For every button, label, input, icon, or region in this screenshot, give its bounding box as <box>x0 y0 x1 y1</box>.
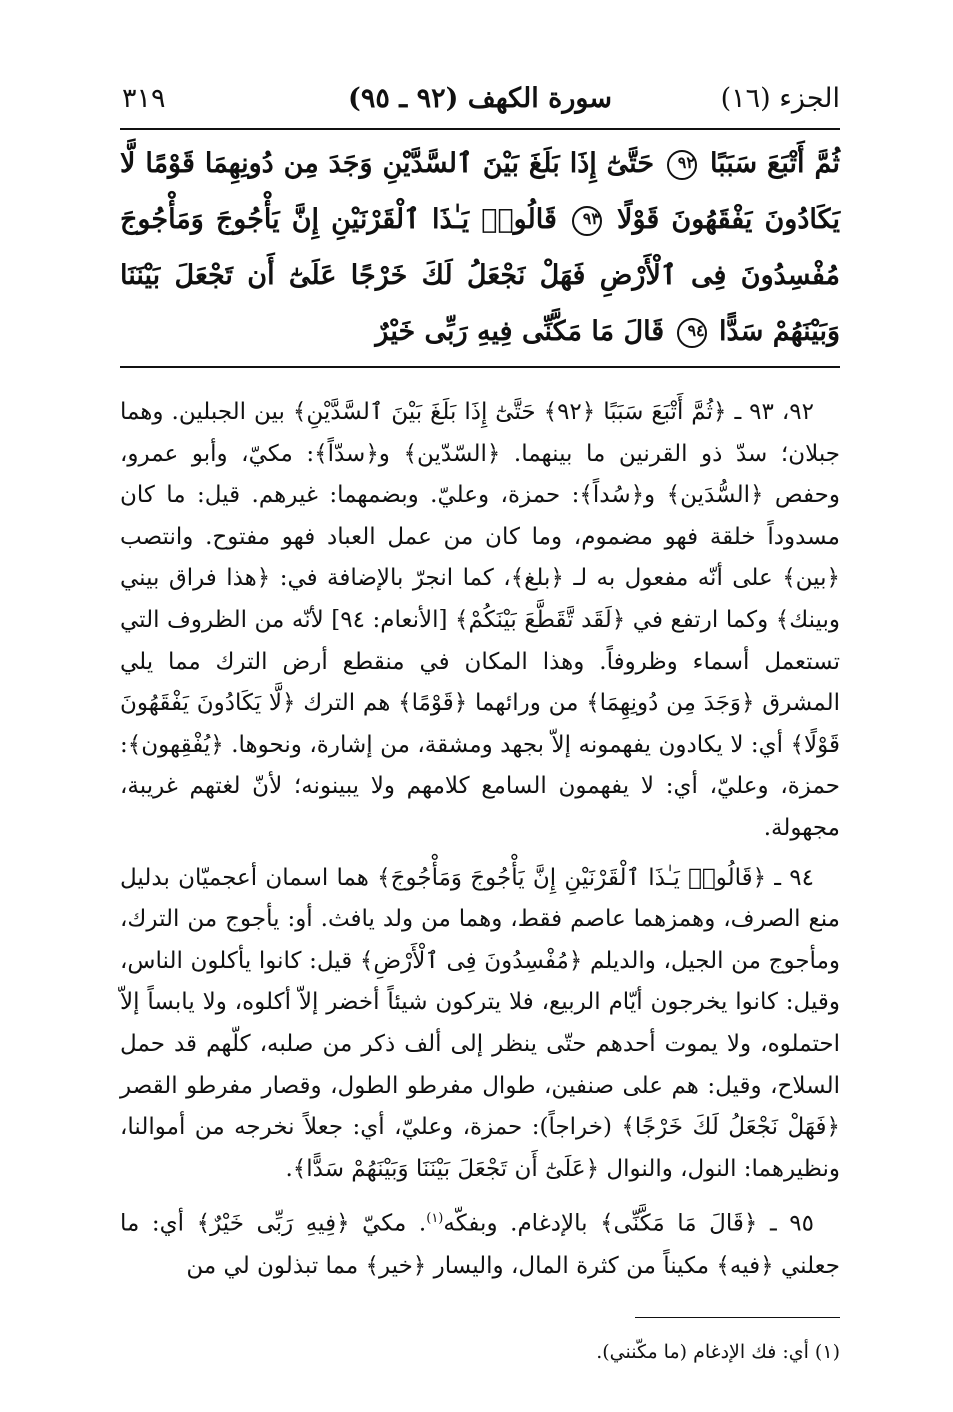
footnote-reference: (١) <box>426 1211 444 1227</box>
footnote: (١) أي: فك الإدغام (ما مكّنني). <box>596 1341 840 1364</box>
header-divider <box>120 128 840 130</box>
commentary-paragraph-94: ٩٤ ـ ﴿قَالُوا۟ يَـٰذَا ٱلْقَرْنَيْنِ إِنَّ يَأْجُوجَ وَمَأْجُوجَ﴾ هما اسمان أعجميّان بدليل منع الصرف، وهمزهما عاصم فقط، وهما من ولد يافث. أو: يأجوج من الترك، ومأجوج من الجيل، والديلم ﴿مُفْسِدُونَ فِى ٱلْأَرْضِ﴾ قيل: كانوا يأكلون الناس، وقيل: كانوا يخرجون أيّام الربيع، فلا يتركون شيئاً أخضر إلاّ أكلوه، ولا يابساً إلاّ احتملوه، ولا يموت أحدهم حتّى ينظر إلى ألف ذكر من صلبه، كلّهم قد حمل السلاح، وقيل: هم على صنفين، طوال مفرطو الطول، وقصار مفرطو القصر ﴿فَهَلْ نَجْعَلُ لَكَ خَرْجًا﴾ (خراجاً): حمزة، وعليّ، أي: جعلاً نخرجه من أموالنا، ونظيرهما: النول، والنوال ﴿عَلَىٰٓ أَن تَجْعَلَ بَيْنَنَا وَبَيْنَهُمْ سَدًّا﴾. <box>120 864 840 1182</box>
verse-93-number-marker: ٩٣ <box>572 206 602 236</box>
verse-94-text: قَالُوا۟ يَـٰذَا ٱلْقَرْنَيْنِ إِنَّ يَأْجُوجَ وَمَأْجُوجَ مُفْسِدُونَ فِى ٱلْأَرْضِ فَهَلْ نَجْعَلُ لَكَ خَرْجًا عَلَىٰٓ أَن تَجْعَلَ بَيْنَنَا وَبَيْنَهُمْ سَدًّا <box>120 204 840 347</box>
verse-92-number-marker: ٩٢ <box>667 150 697 180</box>
verse-93-text: حَتَّىٰٓ إِذَا بَلَغَ بَيْنَ ٱلسَّدَّيْنِ وَجَدَ مِن دُونِهِمَا قَوْمًا لَّا يَكَادُونَ يَفْقَهُونَ قَوْلًا <box>120 148 841 235</box>
page-number: ٣١٩ <box>122 83 166 114</box>
commentary-paragraph-95 <box>120 1198 840 1287</box>
tafsir-commentary <box>120 392 840 1287</box>
verse-94-number-marker: ٩٤ <box>677 318 707 348</box>
commentary-95-part-b: . مكيّ ﴿فِيهِ رَبِّى خَيْرٌ﴾ أي: ما جعلني ﴿فيه﴾ مكيناً من كثرة المال، واليسار ﴿خير﴾ مما تبذلون لي من <box>120 1210 840 1279</box>
surah-title: سورة الكهف (٩٢ ـ ٩٥) <box>348 83 612 114</box>
book-page <box>120 78 840 1366</box>
verse-92-text: ثُمَّ أَتْبَعَ سَبَبًا <box>709 148 840 179</box>
commentary-95-part-a: ٩٥ ـ ﴿قَالَ مَا مَكَّنِّى﴾ بالإدغام. وبفكّه <box>443 1210 814 1237</box>
quran-verses-block <box>120 136 840 360</box>
footnote-divider <box>635 1317 840 1318</box>
page-header <box>120 78 840 120</box>
verses-divider <box>120 366 840 368</box>
verse-95-text: قَالَ مَا مَكَّنِّى فِيهِ رَبِّى خَيْرٌ <box>375 316 665 347</box>
juz-label: الجزء (١٦) <box>720 83 840 114</box>
commentary-paragraph-92-93: ٩٢، ٩٣ ـ ﴿ثُمَّ أَتْبَعَ سَبَبًا ﴿٩٢﴾ حَتَّىٰٓ إِذَا بَلَغَ بَيْنَ ٱلسَّدَّيْنِ﴾ بين الجبلين. وهما جبلان؛ سدّ ذو القرنين ما بينهما. ﴿السّدّين﴾ و﴿سدّاً﴾: مكيّ، وأبو عمرو، وحفص ﴿السُّدَين﴾ و﴿سُداً﴾: حمزة، وعليّ. وبضمهما: غيرهم. قيل: ما كان مسدوداً خلقة فهو مضموم، وما كان من عمل العباد فهو مفتوح. وانتصب ﴿بين﴾ على أنّه مفعول به لـ ﴿بلغ﴾، كما انجرّ بالإضافة في: ﴿هذا فراق بيني وبينك﴾ وكما ارتفع في ﴿لَقَد تَّقَطَّعَ بَيْنَكُمْ﴾ [الأنعام: ٩٤] لأنّه من الظروف التي تستعمل أسماء وظروفاً. وهذا المكان في منقطع أرض الترك مما يلي المشرق ﴿وَجَدَ مِن دُونِهِمَا﴾ من ورائهما ﴿قَوْمًا﴾ هم الترك ﴿لَّا يَكَادُونَ يَفْقَهُونَ قَوْلًا﴾ أي: لا يكادون يفهمونه إلاّ بجهد ومشقة، من إشارة، ونحوها. ﴿يُفْقِهون﴾: حمزة، وعليّ، أي: لا يفهمون السامع كلامهم ولا يبينونه؛ لأنّ لغتهم غريبة، مجهولة. <box>120 399 840 841</box>
